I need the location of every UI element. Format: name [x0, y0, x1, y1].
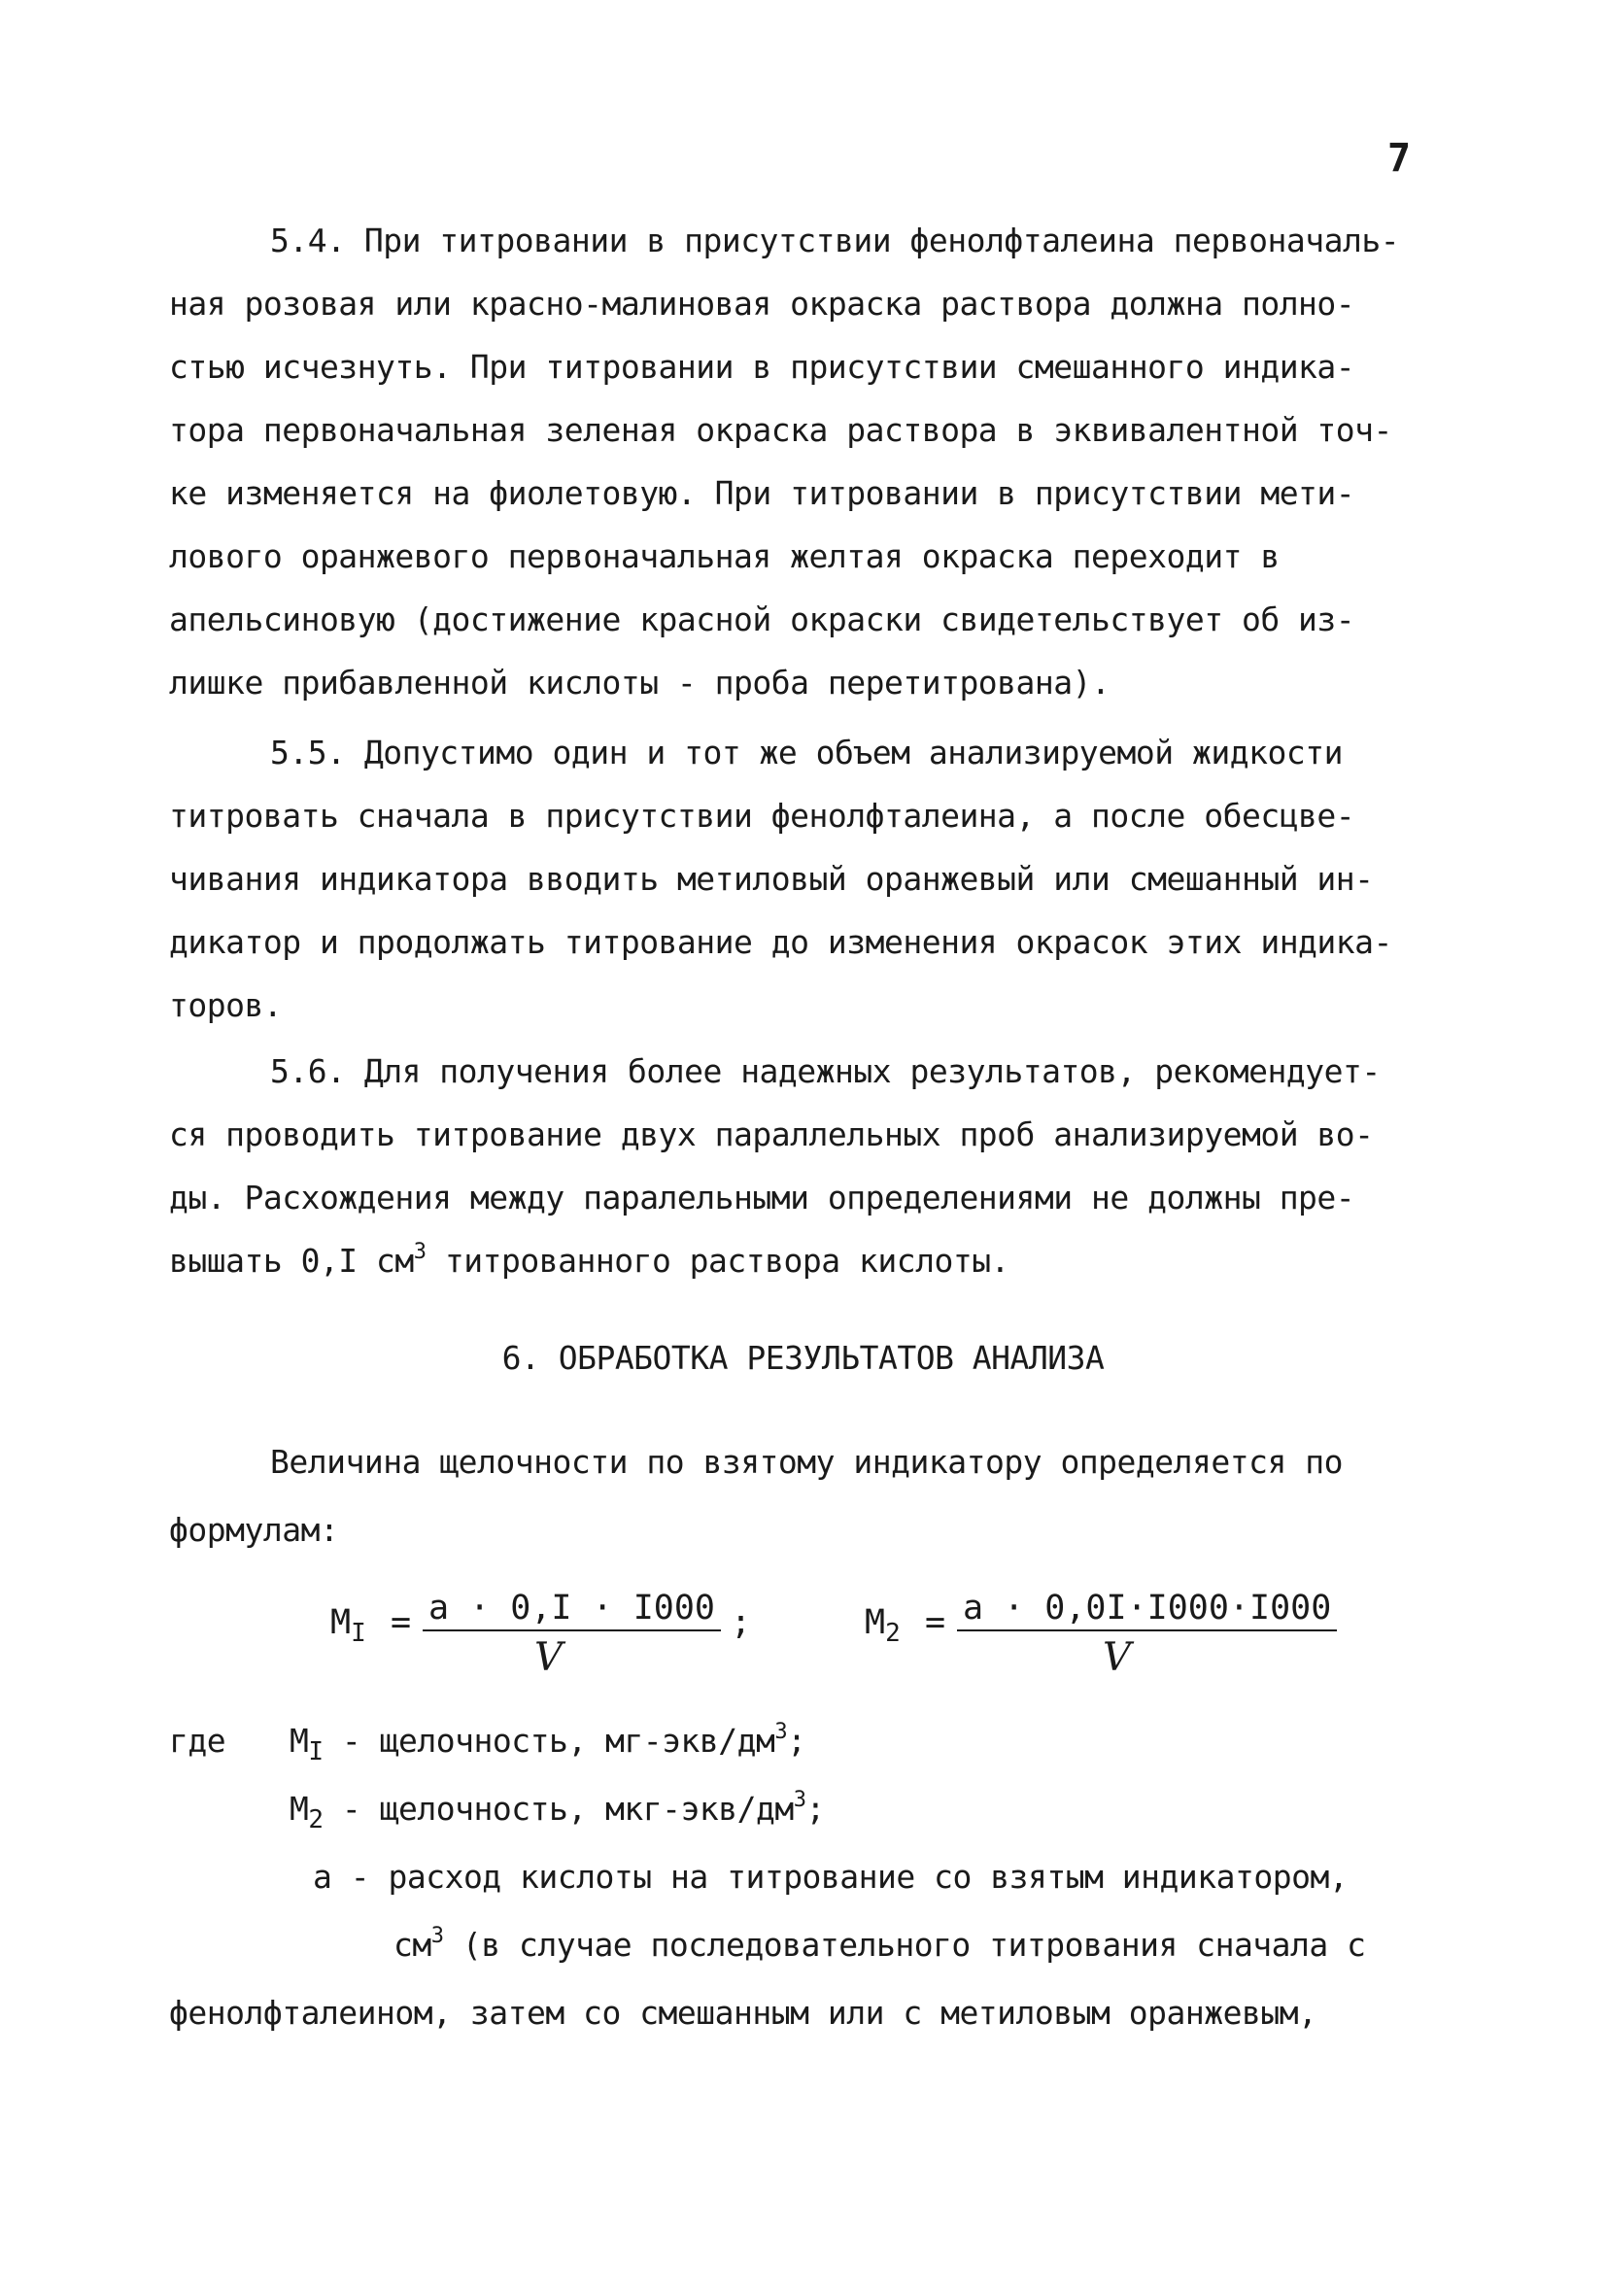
paragraph-5-4-line: стью исчезнуть. При титровании в присутствии смешанного индика-	[169, 348, 1355, 386]
formula-m2-equals: =	[925, 1603, 946, 1642]
section-intro-line: формулам:	[169, 1511, 339, 1549]
formula-separator: ;	[731, 1603, 752, 1642]
paragraph-5-4-line: апельсиновую (достижение красной окраски свидетельствует об из-	[169, 600, 1355, 638]
section-title: 6. ОБРАБОТКА РЕЗУЛЬТАТОВ АНАЛИЗА	[501, 1339, 1105, 1377]
legend-a-continuation: $см^3$ (в случае последовательного титрования сначала с	[393, 1924, 1366, 1964]
formula-m1-numerator: a · 0,I · I000	[423, 1589, 721, 1631]
formula-m2-denominator: V	[1103, 1635, 1131, 1680]
legend-m2: $M_2$ - щелочность, мкг-$экв/дм^3$;	[290, 1788, 825, 1834]
formula-m2-numerator: a · 0,0I·I000·I000	[957, 1589, 1337, 1631]
paragraph-5-4-line: 5.4. При титровании в присутствии фенолфталеина первоначаль-	[270, 222, 1400, 259]
paragraph-5-6-line: вышать 0,I $см^3$ титрованного раствора кислоты.	[169, 1240, 1009, 1280]
page-number: 7	[1387, 136, 1412, 181]
legend-m1: $M_I$ - щелочность, $мг-экв/дм^3$;	[290, 1720, 806, 1766]
legend-a-continuation: фенолфталеином, затем со смешанным или с метиловым оранжевым,	[169, 1994, 1317, 2032]
paragraph-5-5-line: чивания индикатора вводить метиловый оранжевый или смешанный ин-	[169, 860, 1374, 898]
formula-m2-lhs: $M_2$	[865, 1603, 901, 1648]
paragraph-5-6-line: 5.6. Для получения более надежных результатов, рекомендует-	[270, 1052, 1381, 1090]
paragraph-5-4-line: лишке прибавленной кислоты - проба перетитрована).	[169, 664, 1111, 702]
paragraph-5-4-line: ке изменяется на фиолетовую. При титровании в присутствии мети-	[169, 474, 1355, 512]
paragraph-5-5-line: дикатор и продолжать титрование до изменения окрасок этих индика-	[169, 923, 1392, 961]
formula-m1-equals: =	[391, 1603, 412, 1642]
paragraph-5-4-line: ная розовая или красно-малиновая окраска раствора должна полно-	[169, 285, 1355, 323]
paragraph-5-5-line: торов.	[169, 986, 283, 1024]
paragraph-5-4-line: тора первоначальная зеленая окраска раствора в эквивалентной точ-	[169, 411, 1392, 449]
section-intro-line: Величина щелочности по взятому индикатору определяется по	[270, 1443, 1343, 1481]
legend-where: где	[169, 1722, 226, 1760]
paragraph-5-6-line: ды. Расхождения между паралельными определениями не должны пре-	[169, 1179, 1355, 1217]
paragraph-5-4-line: лового оранжевого первоначальная желтая окраска переходит в	[169, 537, 1280, 575]
legend-a: а - расход кислоты на титрование со взятым индикатором,	[313, 1858, 1349, 1896]
paragraph-5-5-line: титровать сначала в присутствии фенолфталеина, а после обесцве-	[169, 797, 1355, 835]
formula-m1-lhs: $M_I$	[330, 1603, 366, 1648]
paragraph-5-6-line: ся проводить титрование двух параллельных проб анализируемой во-	[169, 1115, 1374, 1153]
formula-m1-denominator: V	[534, 1635, 563, 1680]
paragraph-5-5-line: 5.5. Допустимо один и тот же объем анализируемой жидкости	[270, 734, 1343, 771]
